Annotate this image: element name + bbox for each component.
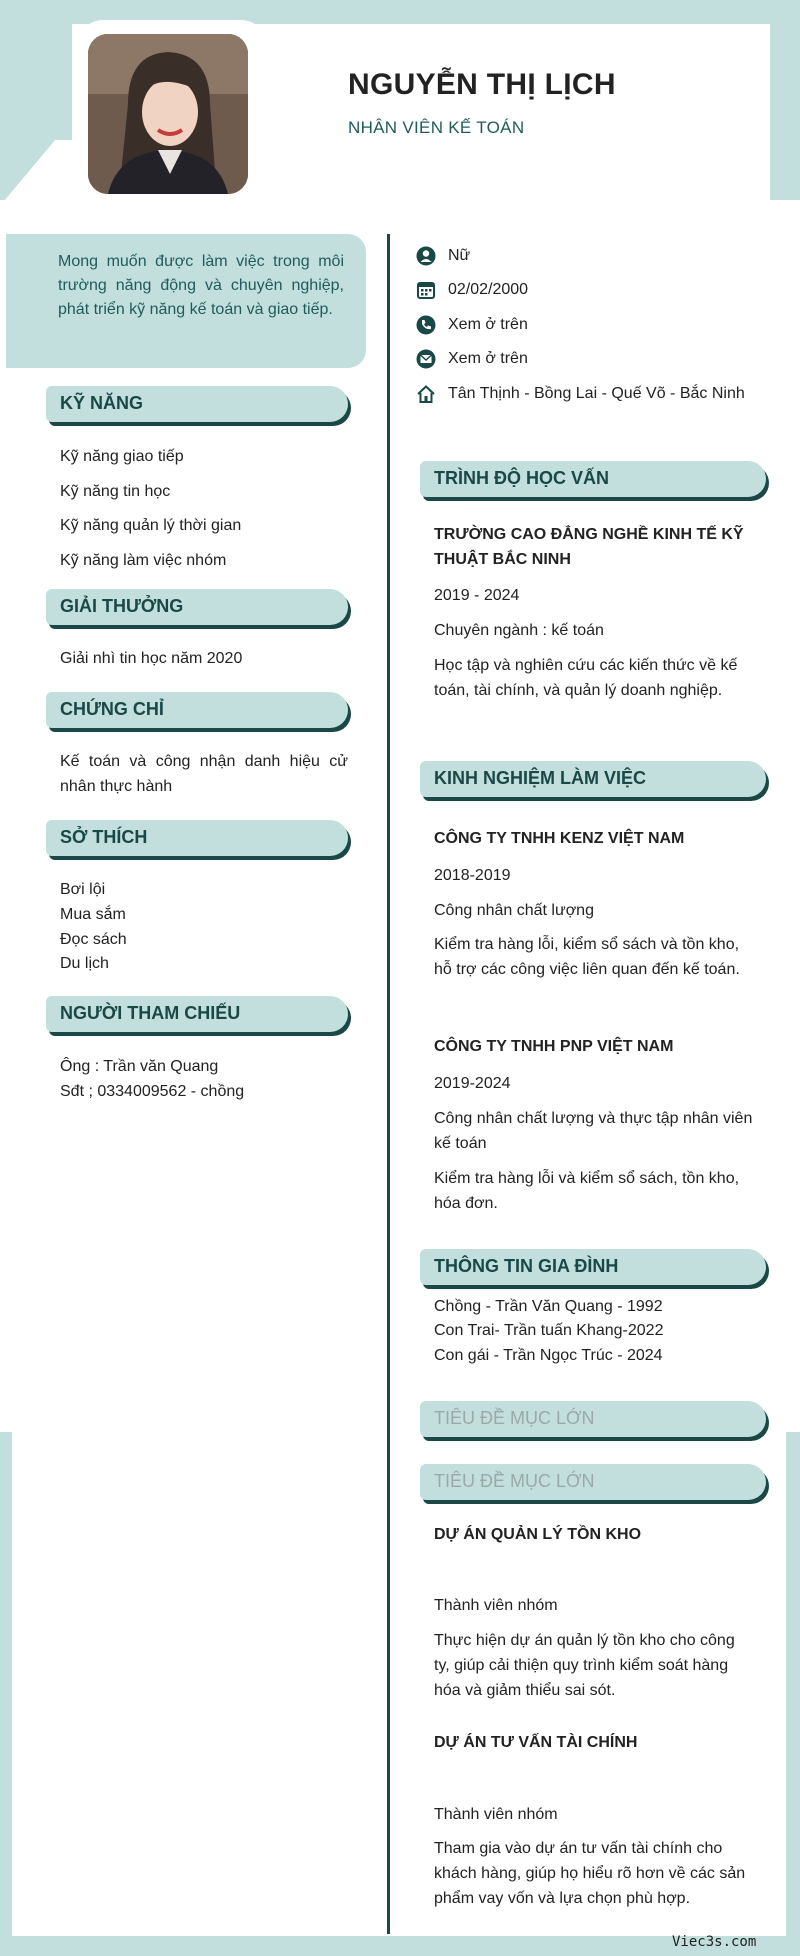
- experience-heading: KINH NGHIỆM LÀM VIỆC: [420, 761, 766, 797]
- calendar-icon: [416, 280, 436, 300]
- job-description: Kiểm tra hàng lỗi, kiểm sổ sách và tồn kho, hỗ trợ các công việc liên quan đến kế toán.: [434, 936, 740, 978]
- list-item: Bơi lội: [60, 881, 106, 898]
- list-item: Ông : Trần văn Quang: [60, 1058, 219, 1075]
- project-role: Thành viên nhóm: [434, 1597, 558, 1614]
- list-item: Con Trai- Trần tuấn Khang-2022: [434, 1322, 664, 1339]
- home-icon: [416, 384, 436, 404]
- references-heading: NGƯỜI THAM CHIẾU: [46, 996, 348, 1032]
- watermark: Viec3s.com: [672, 1934, 757, 1950]
- project-description: Thực hiện dự án quản lý tồn kho cho công ty, giúp cải thiện quy trình kiểm soát hàng hóa và giảm thiểu sai sót.: [434, 1632, 735, 1699]
- list-item: Du lịch: [60, 955, 109, 972]
- list-item: Kế toán và công nhận danh hiệu cử nhân thực hành: [60, 753, 348, 795]
- job-period: 2018-2019: [434, 867, 511, 884]
- list-item: Mua sắm: [60, 906, 126, 923]
- person-icon: [416, 246, 436, 266]
- list-item: Đọc sách: [60, 931, 127, 948]
- avatar-photo: [88, 34, 248, 194]
- project-name: DỰ ÁN TƯ VẤN TÀI CHÍNH: [434, 1734, 638, 1751]
- list-item: Kỹ năng tin học: [60, 483, 171, 500]
- phone-icon: [416, 315, 436, 335]
- list-item: Sđt ; 0334009562 - chồng: [60, 1083, 245, 1100]
- header-right-band: [770, 24, 800, 200]
- phone-value: Xem ở trên: [448, 316, 528, 333]
- list-item: Kỹ năng quản lý thời gian: [60, 517, 242, 534]
- family-heading: THÔNG TIN GIA ĐÌNH: [420, 1249, 766, 1285]
- career-objective: Mong muốn được làm việc trong môi trường năng động và chuyên nghiệp, phát triển kỹ năng kế toán và giao tiếp.: [6, 234, 366, 368]
- hobbies-heading: SỞ THÍCH: [46, 820, 348, 856]
- envelope-icon: [416, 349, 436, 369]
- job-position: Công nhân chất lượng: [434, 902, 594, 919]
- job-description: Kiểm tra hàng lỗi và kiểm sổ sách, tồn kho, hóa đơn.: [434, 1170, 740, 1212]
- list-item: Giải nhì tin học năm 2020: [60, 650, 243, 667]
- project-role: Thành viên nhóm: [434, 1806, 558, 1823]
- certificates-heading: CHỨNG CHỈ: [46, 692, 348, 728]
- placeholder-heading: TIÊU ĐỀ MỤC LỚN: [420, 1464, 766, 1500]
- project-description: Tham gia vào dự án tư vấn tài chính cho khách hàng, giúp họ hiểu rõ hơn về các sản phẩm vay vốn và lựa chọn phù hợp.: [434, 1840, 746, 1907]
- school-name: TRƯỜNG CAO ĐẲNG NGHỀ KINH TẾ KỸ THUẬT BẮC NINH: [434, 526, 744, 568]
- education-period: 2019 - 2024: [434, 587, 520, 604]
- email-value: Xem ở trên: [448, 350, 528, 367]
- candidate-name: NGUYỄN THỊ LỊCH: [348, 68, 616, 101]
- placeholder-heading: TIÊU ĐỀ MỤC LỚN: [420, 1401, 766, 1437]
- education-heading: TRÌNH ĐỘ HỌC VẤN: [420, 461, 766, 497]
- job-title: NHÂN VIÊN KẾ TOÁN: [348, 118, 525, 137]
- project-name: DỰ ÁN QUẢN LÝ TỒN KHO: [434, 1526, 642, 1543]
- list-item: Chồng - Trần Văn Quang - 1992: [434, 1298, 663, 1315]
- education-major: Chuyên ngành : kế toán: [434, 622, 604, 639]
- avatar: [88, 34, 248, 194]
- awards-heading: GIẢI THƯỞNG: [46, 589, 348, 625]
- company-name: CÔNG TY TNHH KENZ VIỆT NAM: [434, 830, 685, 847]
- job-period: 2019-2024: [434, 1075, 511, 1092]
- company-name: CÔNG TY TNHH PNP VIỆT NAM: [434, 1038, 674, 1055]
- list-item: Kỹ năng làm việc nhóm: [60, 552, 227, 569]
- skills-heading: KỸ NĂNG: [46, 386, 348, 422]
- birthday-value: 02/02/2000: [448, 281, 529, 298]
- gender-value: Nữ: [448, 247, 471, 264]
- list-item: Con gái - Trần Ngọc Trúc - 2024: [434, 1347, 663, 1364]
- column-divider: [387, 234, 390, 1934]
- right-side-band: [786, 1432, 800, 1956]
- education-description: Học tập và nghiên cứu các kiến thức về kế toán, tài chính, và quản lý doanh nghiệp.: [434, 657, 738, 699]
- address-value: Tân Thịnh - Bồng Lai - Quế Võ - Bắc Ninh: [448, 385, 745, 402]
- left-side-band: [0, 1432, 12, 1956]
- list-item: Kỹ năng giao tiếp: [60, 448, 184, 465]
- job-position: Công nhân chất lượng và thực tập nhân viên kế toán: [434, 1110, 753, 1152]
